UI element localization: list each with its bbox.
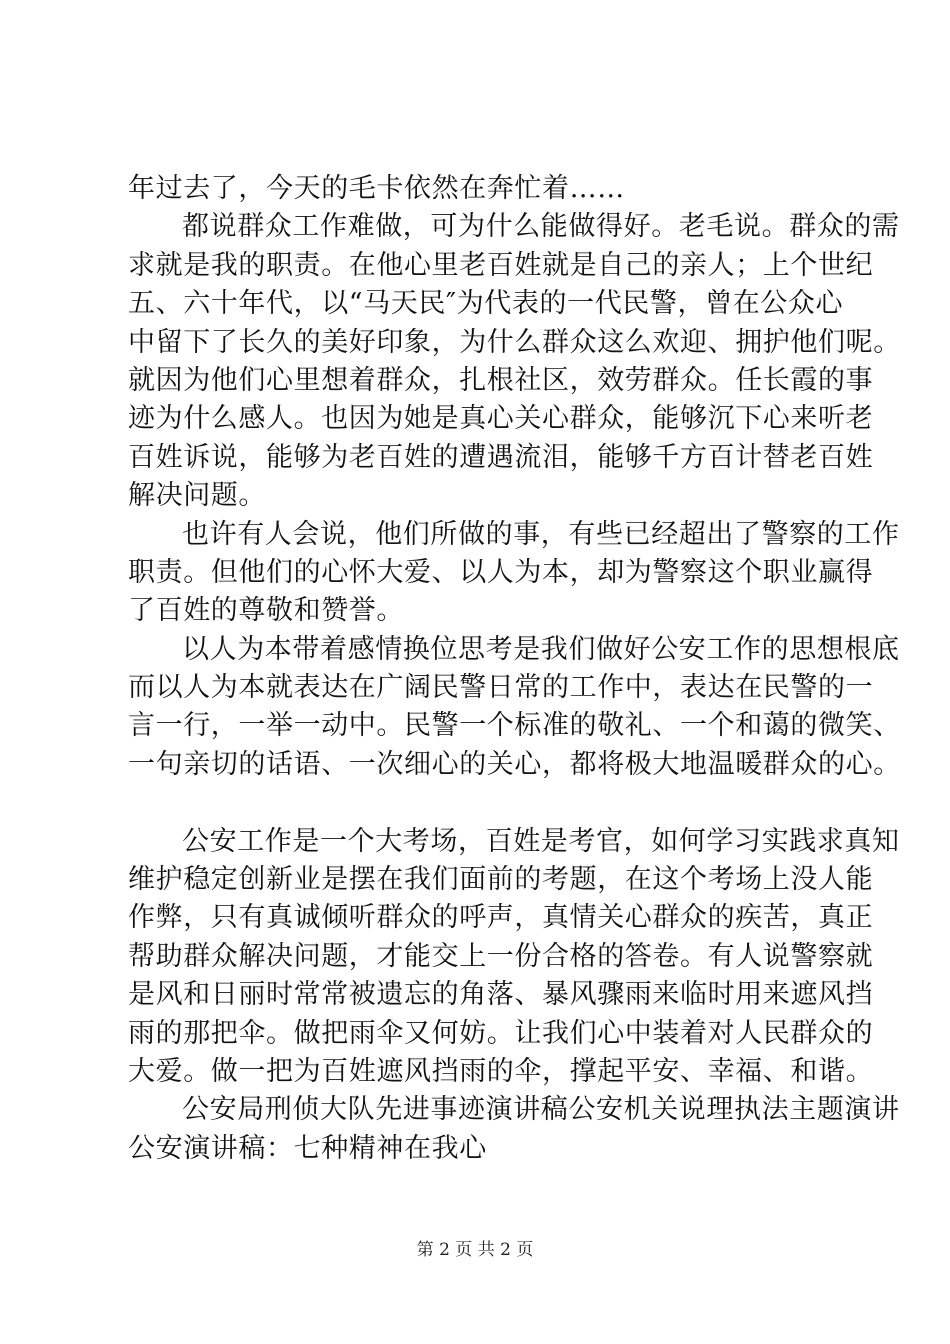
text-line: 雨的那把伞。做把雨伞又何妨。让我们心中装着对人民群众的: [128, 1017, 874, 1049]
text-line: 公安演讲稿：七种精神在我心: [128, 1132, 487, 1164]
text-line: 迹为什么感人。也因为她是真心关心群众，能够沉下心来听老: [128, 403, 874, 435]
text-line: 职责。但他们的心怀大爱、以人为本，却为警察这个职业赢得: [128, 556, 874, 588]
text-line: 一句亲切的话语、一次细心的关心，都将极大地温暖群众的心。: [128, 748, 901, 780]
text-line: 年过去了，今天的毛卡依然在奔忙着……: [128, 173, 625, 204]
text-line: 大爱。做一把为百姓遮风挡雨的伞，撑起平安、幸福、和谐。: [128, 1055, 874, 1087]
text-line: 言一行，一举一动中。民警一个标准的敬礼、一个和蔼的微笑、: [128, 710, 901, 742]
text-line: 帮助群众解决问题，才能交上一份合格的答卷。有人说警察就: [128, 940, 874, 972]
text-line: 五、六十年代，以“马天民″为代表的一代民警，曾在公众心: [128, 288, 844, 320]
text-line: 是风和日丽时常常被遗忘的角落、暴风骤雨来临时用来遮风挡: [128, 979, 874, 1011]
paragraph-start-line: 公安局刑侦大队先进事迹演讲稿公安机关说理执法主题演讲: [182, 1094, 900, 1126]
text-line: 求就是我的职责。在他心里老百姓就是自己的亲人；上个世纪: [128, 249, 874, 281]
page-number-footer: 第 2 页 共 2 页: [416, 1240, 534, 1260]
paragraph-start-line: 都说群众工作难做，可为什么能做得好。老毛说。群众的需: [182, 211, 900, 243]
blank-line: [128, 784, 850, 822]
text-line: 维护稳定创新业是摆在我们面前的考题，在这个考场上没人能: [128, 864, 874, 896]
text-line: 了百姓的尊敬和赞誉。: [128, 595, 404, 627]
paragraph-start-line: 以人为本带着感情换位思考是我们做好公安工作的思想根底: [182, 633, 900, 665]
paragraph-start-line: 也许有人会说，他们所做的事，有些已经超出了警察的工作: [182, 518, 900, 550]
text-line: 解决问题。: [128, 480, 266, 512]
paragraph-start-line: 公安工作是一个大考场，百姓是考官，如何学习实践求真知: [182, 825, 900, 857]
text-line: 而以人为本就表达在广阔民警日常的工作中，表达在民警的一: [128, 672, 874, 704]
text-line: 中留下了长久的美好印象，为什么群众这么欢迎、拥护他们呢。: [128, 326, 901, 358]
text-line: 就因为他们心里想着群众，扎根社区，效劳群众。任长霞的事: [128, 364, 874, 396]
text-line: 作弊，只有真诚倾听群众的呼声，真情关心群众的疾苦，真正: [128, 902, 874, 934]
text-line: 百姓诉说，能够为老百姓的遭遇流泪，能够千方百计替老百姓: [128, 441, 874, 473]
document-body: [128, 170, 901, 1168]
